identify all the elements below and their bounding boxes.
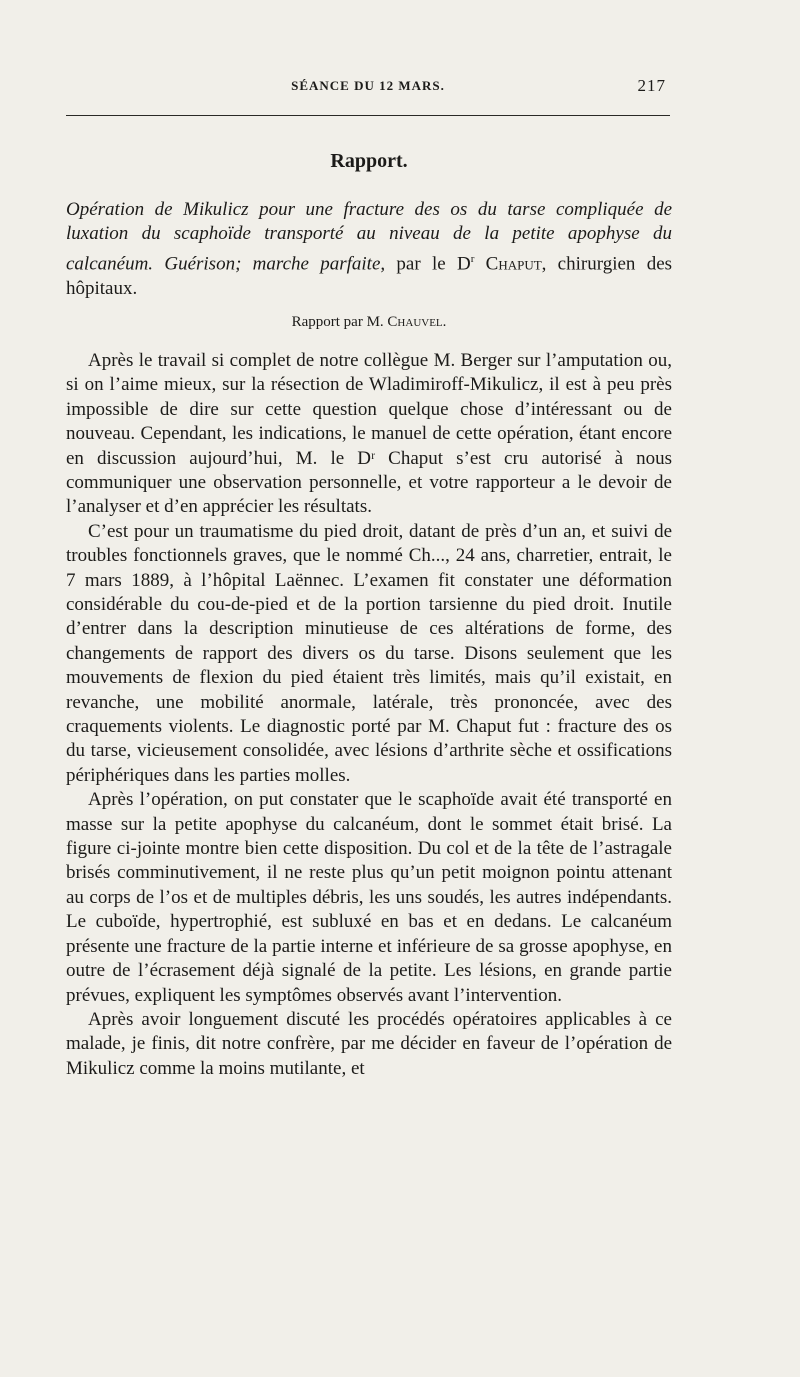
article [66, 150, 672, 1081]
page-header [66, 78, 670, 102]
running-head: SÉANCE DU 12 MARS. [291, 78, 445, 93]
byline-name: Chauvel. [387, 313, 447, 330]
author-title-sup: r [470, 252, 475, 265]
paragraph: C’est pour un traumatisme du pied droit, datant de près d’un an, et suivi de troubles fonctionnels graves, que le nommé Ch..., 24 ans, charretier, entrait, le 7 mars 1889, à l’hôpital Laënnec. L’examen fit constater une déformation considérable du cou-de-pied et de la portion tarsienne du pied droit. Inutile d’entrer dans la description minutieuse de ces altérations de forme, des changements de rapport des divers os du tarse. Disons seulement que les mouvements de flexion du pied étaient très limités, mais qu’il existait, en revanche, une mobilité anormale, latérale, très prononcée, avec des craquements violents. Le diagnostic porté par M. Chaput fut : fracture des os du tarse, vicieusement consolidée, avec lésions d’arthrite sèche et ossifications périphériques dans les parties molles. [66, 520, 672, 786]
case-title-italic: Opération de Mikulicz pour une fracture des os du tarse compliquée de luxation du scaphoïde transporté au niveau de la petite apophyse du calcanéum. [66, 199, 672, 275]
author-name: Chaput [485, 253, 542, 275]
paragraph: Après avoir longuement discuté les procédés opératoires applicables à ce malade, je finis, dit notre confrère, par me décider en faveur de l’opération de Mikulicz comme la moins mutilante, et [66, 1008, 672, 1079]
body-text [66, 349, 672, 1081]
byline [66, 314, 672, 331]
page-number: 217 [637, 76, 666, 95]
section-title: Rapport. [330, 150, 408, 172]
header-rule [66, 115, 670, 116]
author-title: D [456, 253, 471, 275]
paragraph: Après le travail si complet de notre collègue M. Berger sur l’amputation ou, si on l’aime mieux, sur la résection de Wladimiroff-Mikulicz, il est à peu près impossible de dire sur cette question quelque chose d’intéressant ou de nouveau. Cependant, les indications, le manuel de cette opération, étant encore en discussion aujourd’hui, M. le Dʳ Chaput s’est cru autorisé à nous communiquer une observation personnelle, et votre rapporteur a le devoir de l’analyser et d’en apprécier les résultats. [66, 349, 672, 518]
case-title-outcome: Guérison; marche parfaite, [164, 253, 386, 275]
case-title [66, 198, 672, 301]
author-role: , chirurgien des hôpitaux. [66, 253, 673, 299]
case-title-by: par le [385, 253, 446, 275]
paragraph: Après l’opération, on put constater que le scaphoïde avait été transporté en masse sur la petite apophyse du calcanéum, dont le sommet était brisé. La figure ci-jointe montre bien cette disposition. Du col et de la tête de l’astragale brisés comminutivement, il ne reste plus qu’un petit moignon pointu attenant au corps de l’os et de multiples débris, les uns soudés, les autres indépendants. Le cuboïde, hypertrophié, est subluxé en bas et en dedans. Le calcanéum présente une fracture de la partie interne et inférieure de sa grosse apophyse, en outre de l’écrasement déjà signalé de la petite. Les lésions, en grande partie prévues, expliquent les symptômes observés avant l’intervention. [66, 789, 672, 1006]
byline-prefix: Rapport par M. [291, 313, 388, 330]
